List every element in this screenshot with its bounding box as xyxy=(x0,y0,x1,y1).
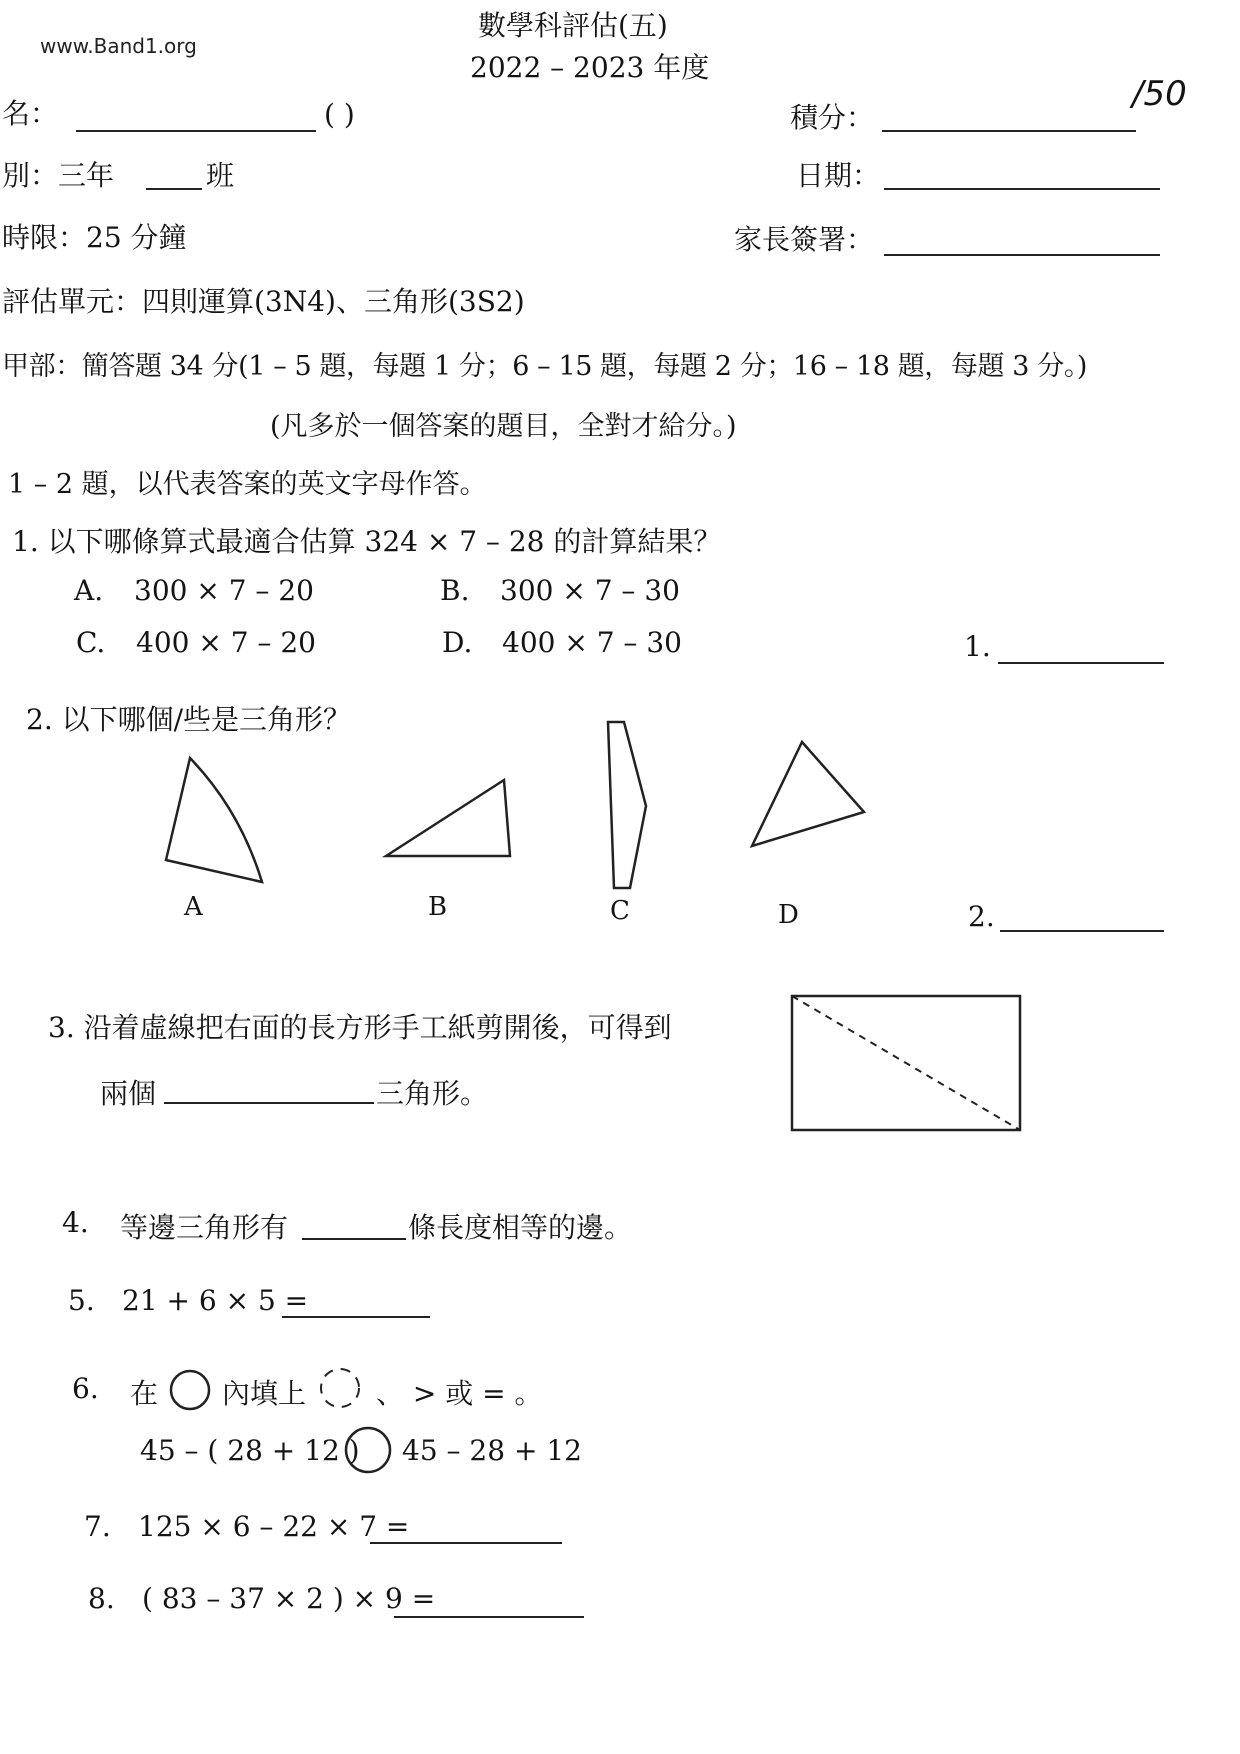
q3-text: 3. 沿着虛線把右面的長方形手工紙剪開後，可得到 xyxy=(48,1011,672,1044)
date-label: 日期： xyxy=(796,159,881,192)
class-suffix: 班 xyxy=(206,159,235,192)
section-a-title: 甲部：簡答題 34 分(1 – 5 題，每題 1 分；6 – 15 題，每題 2 分；16 – 18 題，每題 3 分。) xyxy=(2,351,1088,382)
q2-text: 2. 以下哪個/些是三角形？ xyxy=(26,703,352,736)
assessment-units: 評估單元：四則運算(3N4)、三角形(3S2) xyxy=(2,285,525,318)
q7-number: 7. xyxy=(84,1510,111,1543)
q8-number: 8. xyxy=(88,1582,115,1615)
name-label: 名： xyxy=(2,97,59,130)
q1-option-b: 300 × 7 – 30 xyxy=(500,574,680,607)
class-label: 別：三年 xyxy=(2,159,115,192)
q4-prefix: 等邊三角形有 xyxy=(120,1211,289,1244)
watermark: www.Band1.org xyxy=(40,34,197,58)
q4-suffix: 條長度相等的邊。 xyxy=(408,1211,633,1244)
q7-expression: 125 × 6 – 22 × 7 = xyxy=(138,1510,410,1543)
q7-answer-field[interactable] xyxy=(370,1542,562,1544)
q6-suffix: 、 > 或 = 。 xyxy=(376,1377,543,1410)
q6-number: 6. xyxy=(72,1372,99,1405)
less-than-circle-icon xyxy=(321,1369,359,1407)
q5-number: 5. xyxy=(68,1284,95,1317)
score-total: /50 xyxy=(1132,74,1187,114)
parent-signature-label: 家長簽署： xyxy=(734,223,875,256)
shape-a-label: A xyxy=(184,892,203,922)
shape-c-label: C xyxy=(610,896,630,926)
section-a-note: (凡多於一個答案的題目，全對才給分。) xyxy=(270,411,737,442)
q4-number: 4. xyxy=(62,1206,89,1239)
score-label: 積分： xyxy=(790,101,875,134)
q3-prefix: 兩個 xyxy=(100,1077,157,1110)
q3-suffix: 三角形。 xyxy=(376,1077,489,1110)
q1-option-b-letter: B. xyxy=(440,574,470,607)
q1-option-c-letter: C. xyxy=(76,626,106,659)
q1-text: 1. 以下哪條算式最適合估算 324 × 7 – 28 的計算結果？ xyxy=(12,525,722,558)
q8-answer-field[interactable] xyxy=(394,1616,584,1618)
time-limit-label: 時限：25 分鐘 xyxy=(2,221,187,254)
q1-option-d-letter: D. xyxy=(442,626,473,659)
q1-option-a-letter: A. xyxy=(74,574,104,607)
q1-answer-label: 1. xyxy=(964,630,991,663)
q6-left-expression: 45 – ( 28 + 12 ) xyxy=(140,1434,360,1467)
shape-d-label: D xyxy=(778,900,799,930)
q6-prefix: 在 xyxy=(130,1377,159,1410)
instruction: 1 – 2 題，以代表答案的英文字母作答。 xyxy=(8,469,487,500)
page-title: 數學科評估(五) xyxy=(478,9,668,42)
q8-expression: ( 83 – 37 × 2 ) × 9 = xyxy=(142,1582,436,1615)
q6-middle: 內填上 xyxy=(222,1377,307,1410)
class-number-parens: ( ) xyxy=(324,98,355,131)
q6-right-expression: 45 – 28 + 12 xyxy=(402,1434,582,1467)
shape-b-label: B xyxy=(428,892,448,922)
q2-answer-label: 2. xyxy=(968,900,995,933)
example-circle-icon xyxy=(171,1371,209,1409)
school-year: 2022 – 2023 年度 xyxy=(470,51,710,84)
q5-expression: 21 + 6 × 5 = xyxy=(122,1284,309,1317)
q1-option-c: 400 × 7 – 20 xyxy=(136,626,316,659)
q1-option-a: 300 × 7 – 20 xyxy=(134,574,314,607)
q1-option-d: 400 × 7 – 30 xyxy=(502,626,682,659)
